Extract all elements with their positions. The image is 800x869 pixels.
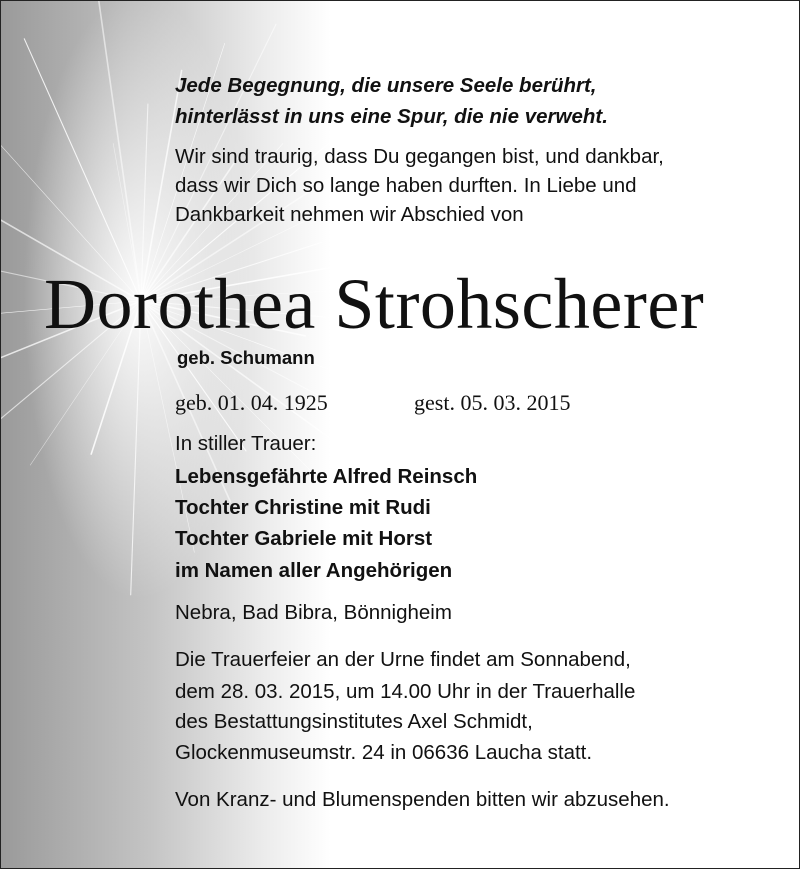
ceremony-line-1: Die Trauerfeier an der Urne findet am Sonnabend, [175,648,631,671]
intro-line-2: dass wir Dich so lange haben durften. In Liebe und [175,174,637,197]
intro-line-1: Wir sind traurig, dass Du gegangen bist, und dankbar, [175,145,664,168]
death-date: gest. 05. 03. 2015 [414,390,571,415]
deceased-name: Dorothea Strohscherer [44,264,705,344]
places: Nebra, Bad Bibra, Bönnigheim [175,601,452,624]
birth-name: geb. Schumann [177,347,315,368]
intro-line-3: Dankbarkeit nehmen wir Abschied von [175,203,524,226]
mourners-heading: In stiller Trauer: [175,432,317,455]
mourner-3: Tochter Gabriele mit Horst [175,527,433,550]
ceremony-line-2: dem 28. 03. 2015, um 14.00 Uhr in der Trauerhalle [175,680,636,703]
ceremony-line-3: des Bestattungsinstitutes Axel Schmidt, [175,710,533,733]
birth-date: geb. 01. 04. 1925 [175,390,328,415]
mourner-2: Tochter Christine mit Rudi [175,496,431,519]
closing-note: Von Kranz- und Blumenspenden bitten wir abzusehen. [175,788,670,811]
ceremony-line-4: Glockenmuseumstr. 24 in 06636 Laucha statt. [175,741,593,764]
notice-content [1,1,799,868]
mourner-4: im Namen aller Angehörigen [175,559,453,582]
motto-line-1: Jede Begegnung, die unsere Seele berührt, [175,74,597,97]
motto-line-2: hinterlässt in uns eine Spur, die nie verweht. [175,105,608,128]
mourner-1: Lebensgefährte Alfred Reinsch [175,465,478,488]
